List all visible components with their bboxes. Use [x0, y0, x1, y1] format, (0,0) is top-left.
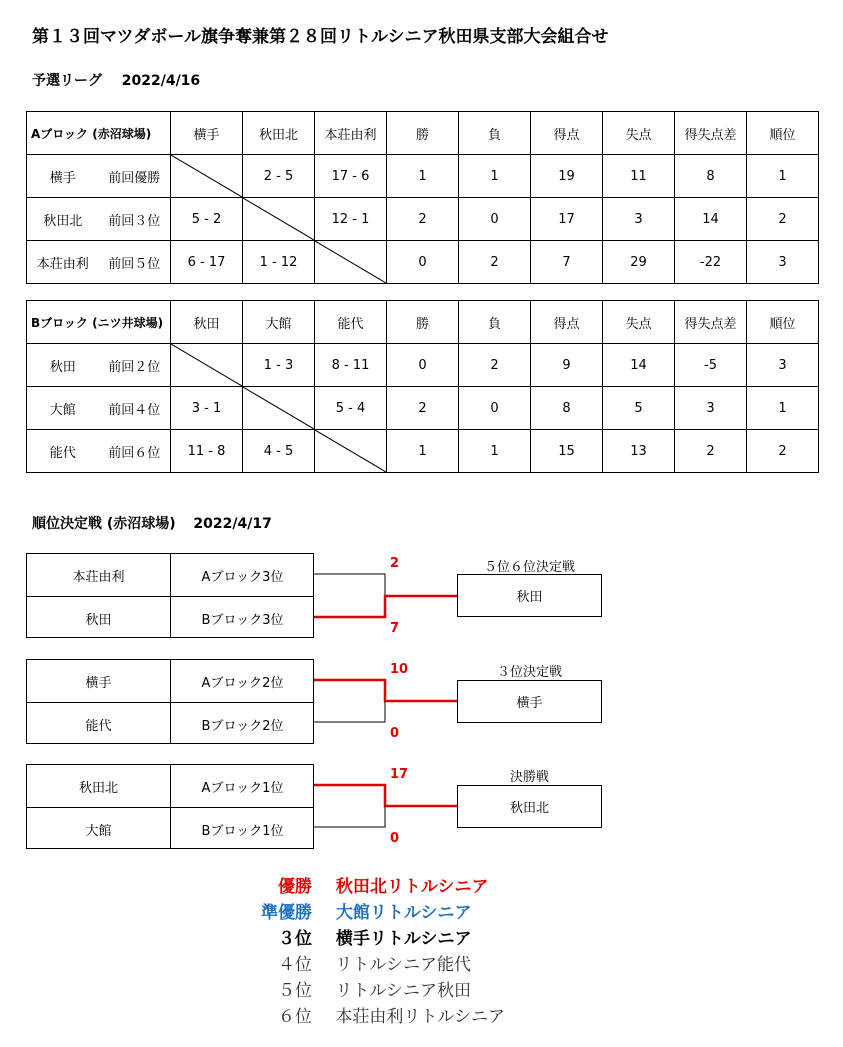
bracket-seed: Aブロック3位 — [201, 570, 284, 585]
standing-place: ６位 — [278, 1007, 312, 1027]
runs-scored-value: 17 — [531, 198, 603, 241]
standing-row — [220, 1002, 505, 1027]
run-diff-header: 得失点差 — [675, 112, 747, 155]
runs-allowed-header: 失点 — [603, 112, 675, 155]
match-score: 11 - 8 — [171, 430, 243, 473]
match-score: 17 - 6 — [315, 155, 387, 198]
run-diff-value: 14 — [675, 198, 747, 241]
final-label: 順位決定戦 (赤沼球場) — [32, 516, 176, 532]
rank-value: 2 — [747, 430, 819, 473]
losses-value: 2 — [459, 344, 531, 387]
run-diff-header: 得失点差 — [675, 301, 747, 344]
run-diff-value: -5 — [675, 344, 747, 387]
match-score: 5 - 2 — [171, 198, 243, 241]
run-diff-value: 3 — [675, 387, 747, 430]
bracket-team: 能代 — [85, 719, 112, 734]
wins-value: 0 — [387, 241, 459, 284]
match-score: 12 - 1 — [315, 198, 387, 241]
match-score: 5 - 4 — [315, 387, 387, 430]
team-name: 秋田北 — [27, 198, 99, 241]
team-name: 能代 — [27, 430, 99, 473]
previous-result: 前回３位 — [99, 198, 171, 241]
match-score: 1 - 12 — [243, 241, 315, 284]
standing-row — [220, 872, 489, 897]
rank-header: 順位 — [747, 112, 819, 155]
match-score: 8 - 11 — [315, 344, 387, 387]
team-name: 本荘由利 — [27, 241, 99, 284]
match-score: 4 - 5 — [243, 430, 315, 473]
round-label: ５位６位決定戦 — [483, 560, 575, 575]
wins-value: 1 — [387, 430, 459, 473]
bracket-team: 横手 — [85, 676, 112, 691]
standing-team: 横手リトルシニア — [335, 929, 472, 949]
rank-value: 3 — [747, 241, 819, 284]
opponent-header: 本荘由利 — [315, 112, 387, 155]
round-winner: 秋田 — [457, 574, 602, 617]
wins-value: 2 — [387, 387, 459, 430]
runs-scored-value: 8 — [531, 387, 603, 430]
runs-allowed-value: 3 — [603, 198, 675, 241]
runs-scored-value: 15 — [531, 430, 603, 473]
match-score: 6 - 17 — [171, 241, 243, 284]
opponent-header: 大館 — [243, 301, 315, 344]
previous-result: 前回５位 — [99, 241, 171, 284]
runs-scored-header: 得点 — [531, 301, 603, 344]
team-name: 大館 — [27, 387, 99, 430]
run-diff-value: 2 — [675, 430, 747, 473]
round-label: 決勝戦 — [509, 770, 549, 785]
wins-header: 勝 — [387, 301, 459, 344]
bracket-game-2 — [26, 659, 314, 744]
match-score: 3 - 1 — [171, 387, 243, 430]
standing-place: ４位 — [278, 955, 312, 975]
runs-allowed-value: 11 — [603, 155, 675, 198]
opponent-header: 秋田 — [171, 301, 243, 344]
final-date: 2022/4/17 — [193, 516, 272, 532]
wins-value: 0 — [387, 344, 459, 387]
rank-value: 2 — [747, 198, 819, 241]
rank-value: 1 — [747, 387, 819, 430]
bracket-score: 0 — [390, 831, 400, 846]
game-1-lines — [313, 574, 457, 617]
bracket-seed: Bブロック2位 — [201, 719, 284, 734]
runs-scored-header: 得点 — [531, 112, 603, 155]
round-label: ３位決定戦 — [496, 665, 562, 680]
bracket-game-3 — [26, 764, 314, 849]
losses-header: 負 — [459, 301, 531, 344]
runs-scored-value: 9 — [531, 344, 603, 387]
previous-result: 前回優勝 — [99, 155, 171, 198]
runs-allowed-value: 14 — [603, 344, 675, 387]
opponent-header: 横手 — [171, 112, 243, 155]
run-diff-value: -22 — [675, 241, 747, 284]
losses-value: 0 — [459, 198, 531, 241]
round-winner: 横手 — [457, 680, 602, 723]
runs-allowed-value: 5 — [603, 387, 675, 430]
losses-value: 2 — [459, 241, 531, 284]
bracket-seed: Aブロック2位 — [201, 676, 284, 691]
bracket-team: 大館 — [85, 824, 112, 839]
runs-scored-value: 19 — [531, 155, 603, 198]
bracket-team: 本荘由利 — [72, 570, 125, 585]
standing-place: 優勝 — [278, 877, 312, 897]
wins-header: 勝 — [387, 112, 459, 155]
game-3-lines — [313, 785, 457, 827]
block-a-name: Aブロック (赤沼球場) — [27, 112, 171, 155]
bracket-team: 秋田北 — [78, 781, 118, 796]
rank-value: 1 — [747, 155, 819, 198]
previous-result: 前回６位 — [99, 430, 171, 473]
game-2-lines — [313, 680, 457, 722]
rank-header: 順位 — [747, 301, 819, 344]
round-winner: 秋田北 — [457, 785, 602, 828]
match-score: 1 - 3 — [243, 344, 315, 387]
losses-value: 1 — [459, 430, 531, 473]
bracket-score: 2 — [390, 556, 400, 571]
block-b-name: Bブロック (ニツ井球場) — [27, 301, 171, 344]
bracket-seed: Bブロック1位 — [201, 824, 284, 839]
bracket-score: 17 — [390, 767, 409, 782]
standing-row — [220, 898, 472, 923]
opponent-header: 能代 — [315, 301, 387, 344]
bracket-score: 0 — [390, 726, 400, 741]
standing-place: ５位 — [278, 981, 312, 1001]
runs-scored-value: 7 — [531, 241, 603, 284]
standing-place: 準優勝 — [261, 903, 312, 923]
match-score: 2 - 5 — [243, 155, 315, 198]
losses-value: 0 — [459, 387, 531, 430]
standing-team: 秋田北リトルシニア — [335, 877, 489, 897]
standing-place: ３位 — [278, 929, 312, 949]
standing-row — [220, 976, 471, 1001]
opponent-header: 秋田北 — [243, 112, 315, 155]
standing-team: 大館リトルシニア — [335, 903, 472, 923]
losses-header: 負 — [459, 112, 531, 155]
runs-allowed-value: 29 — [603, 241, 675, 284]
bracket-seed: Bブロック3位 — [201, 613, 284, 628]
team-name: 横手 — [27, 155, 99, 198]
wins-value: 2 — [387, 198, 459, 241]
runs-allowed-value: 13 — [603, 430, 675, 473]
team-name: 秋田 — [27, 344, 99, 387]
wins-value: 1 — [387, 155, 459, 198]
standing-row — [220, 924, 472, 949]
bracket-score: 7 — [390, 621, 400, 636]
bracket-seed: Aブロック1位 — [201, 781, 284, 796]
bracket-team: 秋田 — [85, 613, 112, 628]
standing-team: リトルシニア秋田 — [335, 981, 471, 1001]
previous-result: 前回２位 — [99, 344, 171, 387]
standing-row — [220, 950, 471, 975]
runs-allowed-header: 失点 — [603, 301, 675, 344]
rank-value: 3 — [747, 344, 819, 387]
bracket-game-1 — [26, 553, 314, 638]
prelim-date: 2022/4/16 — [121, 73, 201, 89]
previous-result: 前回４位 — [99, 387, 171, 430]
page-title: 第１３回マツダボール旗争奪兼第２８回リトルシニア秋田県支部大会組合せ — [32, 27, 609, 47]
standing-team: リトルシニア能代 — [335, 955, 471, 975]
standing-team: 本荘由利リトルシニア — [335, 1007, 505, 1027]
bracket-score: 10 — [390, 662, 409, 677]
losses-value: 1 — [459, 155, 531, 198]
prelim-label: 予選リーグ — [32, 73, 102, 89]
run-diff-value: 8 — [675, 155, 747, 198]
